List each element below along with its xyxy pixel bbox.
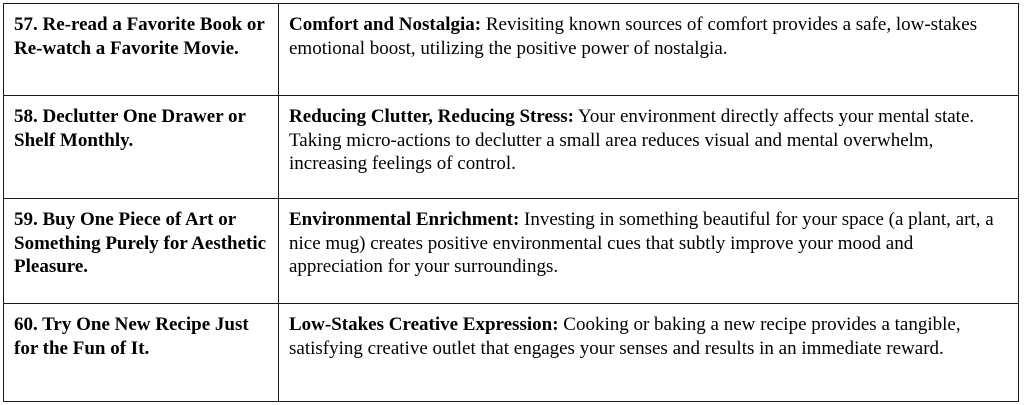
habit-explanation	[279, 4, 1019, 96]
explanation-heading: Comfort and Nostalgia:	[289, 14, 482, 35]
habit-title: 60. Try One New Recipe Just for the Fun of It.	[4, 304, 279, 402]
habit-explanation	[279, 96, 1019, 199]
table-row	[4, 199, 1019, 304]
explanation-heading: Environmental Enrichment:	[289, 209, 520, 230]
explanation-text: Revisiting known sources of comfort provides a safe, low-stakes emotional boost, utilizing the positive power of nostalgia.	[289, 14, 978, 59]
explanation-text: Your environment directly affects your mental state. Taking micro-actions to declutter a small area reduces visual and mental overwhelm, increasing feelings of control.	[289, 106, 975, 174]
habit-explanation	[279, 304, 1019, 402]
table-row	[4, 4, 1019, 96]
explanation-text: Cooking or baking a new recipe provides a tangible, satisfying creative outlet that engages your senses and results in an immediate reward.	[289, 314, 961, 359]
table-row	[4, 304, 1019, 402]
habits-table	[3, 3, 1019, 402]
habit-title: 59. Buy One Piece of Art or Something Purely for Aesthetic Pleasure.	[4, 199, 279, 304]
explanation-heading: Low-Stakes Creative Expression:	[289, 314, 559, 335]
habit-explanation	[279, 199, 1019, 304]
habit-title: 57. Re-read a Favorite Book or Re-watch a Favorite Movie.	[4, 4, 279, 96]
explanation-heading: Reducing Clutter, Reducing Stress:	[289, 106, 575, 127]
habit-title: 58. Declutter One Drawer or Shelf Monthly.	[4, 96, 279, 199]
table-row	[4, 96, 1019, 199]
explanation-text: Investing in something beautiful for your space (a plant, art, a nice mug) creates positive environmental cues that subtly improve your mood and appreciation for your surroundings.	[289, 209, 994, 277]
